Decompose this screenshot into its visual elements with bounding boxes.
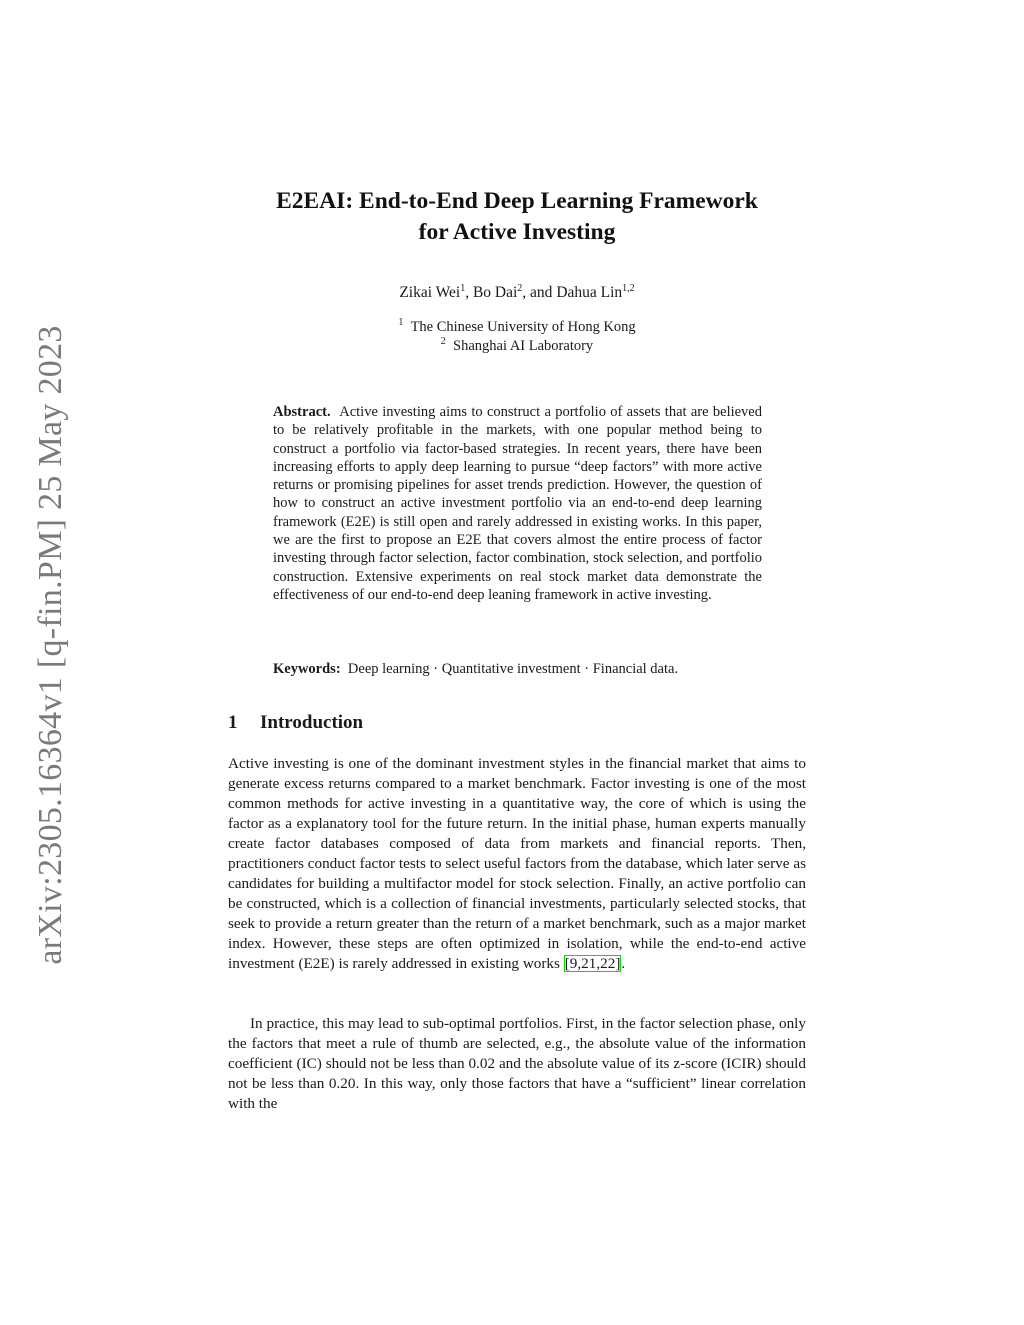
affiliation	[228, 337, 806, 356]
paper-title	[208, 186, 826, 248]
affiliation	[228, 318, 806, 337]
paragraph	[228, 1014, 806, 1114]
author-name: Bo Dai	[472, 284, 518, 301]
abstract-label: Abstract.	[273, 404, 331, 420]
author-affiliation-mark: 2	[517, 283, 523, 294]
author-separator: ,	[465, 284, 473, 301]
author-affiliation-mark: 1,2	[622, 283, 635, 294]
keywords	[273, 660, 762, 678]
title-line-1: E2EAI: End-to-End Deep Learning Framework	[276, 188, 758, 214]
author-name: Zikai Wei	[399, 284, 461, 301]
author-separator: , and	[522, 284, 557, 301]
abstract	[273, 403, 762, 604]
section-number: 1	[228, 712, 238, 733]
paragraph-text: In practice, this may lead to sub-optimal portfolios. First, in the factor selection phase, only the factors that meet a rule of thumb are selected, e.g., the absolute value of the information coefficient (IC) should not be less than 0.02 and the absolute value of its z-score (ICIR) should not be less than 0.20. In this way, only those factors that have a “sufficient” linear correlation with the	[228, 1015, 806, 1112]
citation-link[interactable]: [9,21,22]	[564, 955, 621, 972]
affiliation-mark: 1	[398, 317, 404, 328]
keywords-text: Deep learning · Quantitative investment · Financial data.	[347, 661, 679, 677]
author-name: Dahua Lin	[556, 284, 623, 301]
section-heading	[228, 711, 363, 735]
paragraph-end: .	[621, 955, 626, 972]
keywords-label: Keywords:	[273, 661, 341, 677]
author-list	[228, 283, 806, 303]
paragraph	[228, 754, 806, 974]
affiliation-mark: 2	[440, 336, 446, 347]
arxiv-identifier: arXiv:2305.16364v1 [q-fin.PM] 25 May 2023	[32, 325, 69, 965]
paragraph-text: Active investing is one of the dominant investment styles in the financial market that aims to generate excess returns compared to a market benchmark. Factor investing is one of the most common methods for active investing in a quantitative way, the core of which is using the factor as a explanatory tool for the future return. In the initial phase, human experts manually create factor databases composed of data from markets and financial reports. Then, practitioners conduct factor tests to select useful factors from the database, which later serve as candidates for building a multifactor model for stock selection. Finally, an active portfolio can be constructed, which is a collection of financial investments, particularly selected stocks, that seek to provide a return greater than the return of a market benchmark, such as a major market index. However, these steps are often optimized in isolation, while the end-to-end active investment (E2E) is rarely addressed in existing works	[228, 755, 806, 972]
abstract-text: Active investing aims to construct a portfolio of assets that are believed to be relatively profitable in the markets, with one popular method being to construct a portfolio via factor-based strategies. In recent years, there have been increasing efforts to apply deep learning to pursue “deep factors” with more active returns or promising pipelines for asset trends prediction. However, the question of how to construct an active investment portfolio via an end-to-end deep learning framework (E2E) is still open and rarely addressed in existing works. In this paper, we are the first to propose an E2E that covers almost the entire process of factor investing through factor selection, factor combination, stock selection, and portfolio construction. Extensive experiments on real stock market data demonstrate the effectiveness of our end-to-end deep leaning framework in active investing.	[273, 404, 762, 603]
affiliation-name: Shanghai AI Laboratory	[453, 338, 594, 354]
author-affiliation-mark: 1	[460, 283, 466, 294]
section-title: Introduction	[260, 712, 364, 733]
title-line-2: for Active Investing	[418, 219, 616, 245]
affiliation-name: The Chinese University of Hong Kong	[410, 319, 636, 335]
